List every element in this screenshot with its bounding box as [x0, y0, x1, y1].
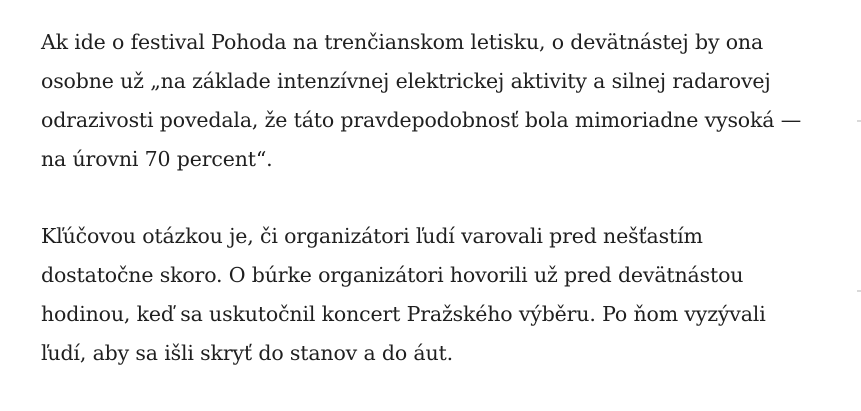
scrollbar-marker: [857, 290, 861, 292]
paragraph-pohoda-probability: Ak ide o festival Pohoda na trenčianskom letisku, o devätnástej by ona osobne už „na základe intenzívnej elektrickej aktivity a silnej radarovej odrazivosti povedala, že táto pravdepodobnosť bola mimoriadne vysoká — na úrovni 70 percent“.: [41, 30, 802, 171]
scrollbar[interactable]: [857, 0, 861, 407]
article-body: [41, 23, 811, 411]
paragraph-organizers-warning: Kľúčovou otázkou je, či organizátori ľudí varovali pred nešťastím dostatočne skoro. O búrke organizátori hovorili už pred devätnástou hodinou, keď sa uskutočnil koncert Pražského výběru. Po ňom vyzývali ľudí, aby sa išli skryť do stanov a do áut.: [41, 224, 766, 365]
scrollbar-marker: [857, 120, 861, 122]
